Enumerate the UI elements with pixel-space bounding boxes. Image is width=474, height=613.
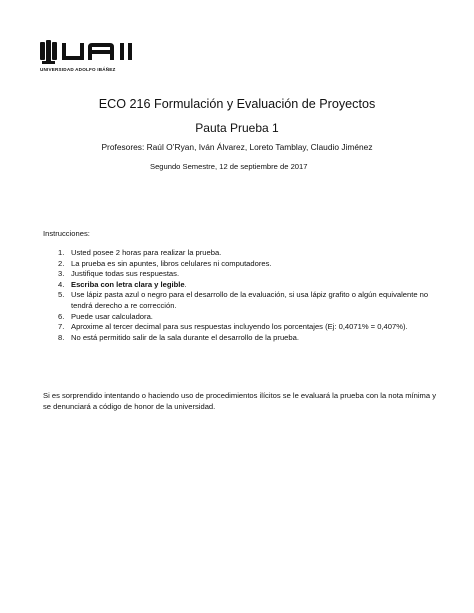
item-text: Puede usar calculadora.	[71, 311, 153, 321]
item-text: Usted posee 2 horas para realizar la prueba.	[71, 248, 222, 257]
document-subtitle: Pauta Prueba 1	[195, 121, 279, 135]
list-item	[43, 290, 438, 311]
document-title: ECO 216 Formulación y Evaluación de Proyectos	[98, 97, 376, 111]
professors-line: Profesores: Raúl O’Ryan, Iván Álvarez, Loreto Tamblay, Claudio Jiménez	[101, 142, 373, 152]
list-item	[43, 280, 438, 291]
university-logo	[40, 40, 140, 74]
list-item	[43, 259, 438, 270]
item-number: 4.	[58, 279, 65, 289]
item-number: 5.	[58, 290, 65, 300]
list-item	[43, 333, 438, 344]
exam-date: Segundo Semestre, 12 de septiembre de 2017	[150, 162, 308, 171]
item-number: 1.	[58, 248, 65, 257]
honor-code-warning: Si es sorprendido intentando o haciendo uso de procedimientos ilícitos se le evaluará la prueba con la nota mínima y se denunciará a código de honor de la universidad.	[43, 391, 437, 412]
item-suffix: .	[184, 279, 187, 289]
item-number: 2.	[58, 258, 65, 268]
list-item	[43, 312, 438, 323]
item-number: 3.	[58, 269, 65, 279]
instructions-list	[43, 248, 438, 343]
list-item	[43, 322, 438, 333]
list-item	[43, 248, 438, 259]
item-text: Use lápiz pasta azul o negro para el desarrollo de la evaluación, si usa lápiz grafito o algún equivalente no tendrá derecho a re corrección.	[71, 290, 429, 310]
item-text: No está permitido salir de la sala durante el desarrollo de la prueba.	[71, 332, 299, 342]
logo-caption: UNIVERSIDAD ADOLFO IBÁÑEZ	[40, 67, 116, 72]
item-text-bold: Escriba con letra clara y legible	[71, 279, 185, 289]
item-text: Justifique todas sus respuestas.	[71, 269, 180, 279]
item-text: La prueba es sin apuntes, libros celulares ni computadores.	[71, 258, 272, 268]
list-item	[43, 269, 438, 280]
item-number: 7.	[58, 322, 65, 332]
item-number: 8.	[58, 332, 65, 342]
uai-logo-icon	[40, 40, 140, 66]
item-text: Aproxime al tercer decimal para sus respuestas incluyendo los porcentajes (Ej: 0,4071% = 0,407%).	[71, 322, 408, 332]
item-number: 6.	[58, 311, 65, 321]
instructions-heading: Instrucciones:	[43, 229, 90, 238]
